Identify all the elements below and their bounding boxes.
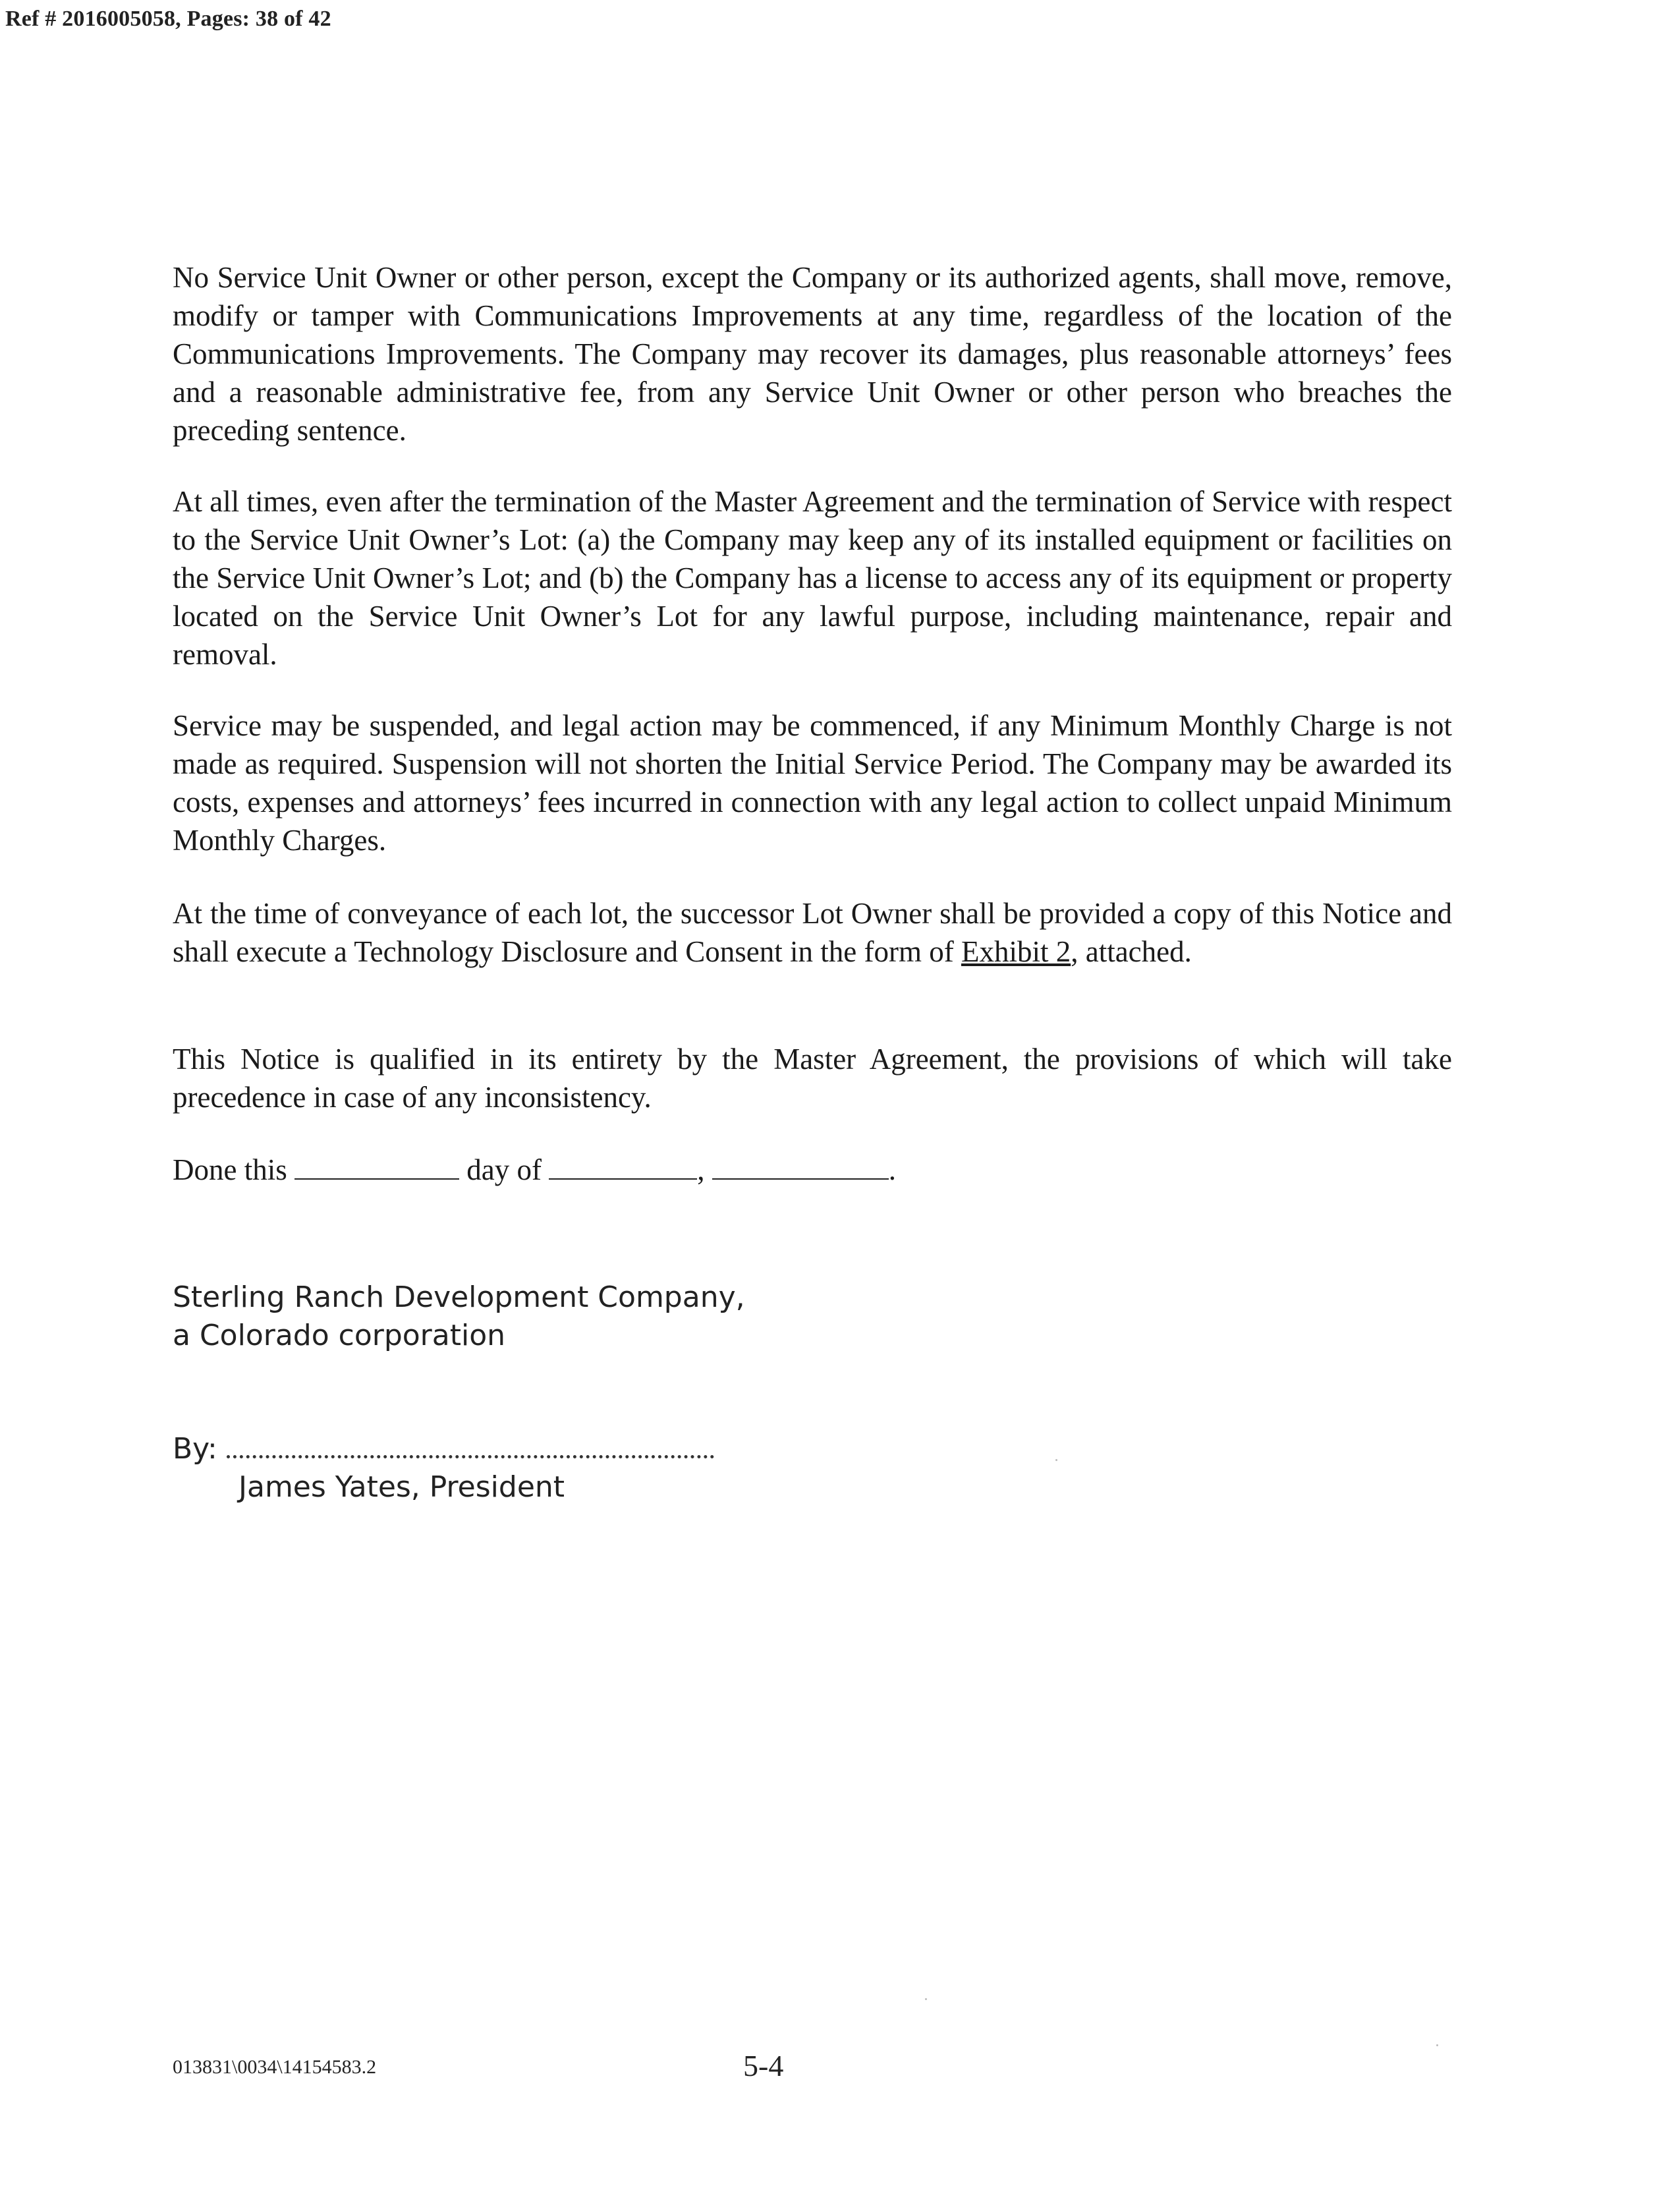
page-number: 5-4 (743, 2049, 784, 2082)
done-this-label: Done this (173, 1153, 287, 1186)
signer-name: James Yates, President (238, 1470, 565, 1504)
date-comma: , (697, 1153, 705, 1186)
paragraph-suspension-clause: Service may be suspended, and legal action may be commenced, if any Minimum Monthly Charge is not made as required. Suspension will not shorten the Initial Service Period. The Company may be awarded its costs, expenses and attorneys’ fees incurred in connection with any legal action to collect unpaid Minimum Monthly Charges. (173, 709, 1452, 857)
date-period: . (888, 1153, 896, 1186)
scan-speck (925, 1998, 927, 2000)
signature-line (173, 1430, 714, 1468)
year-blank (712, 1152, 889, 1180)
company-block (173, 1278, 745, 1355)
company-type: a Colorado corporation (173, 1319, 506, 1352)
paragraph-qualification-clause: This Notice is qualified in its entirety by the Master Agreement, the provisions of which will take precedence in case of any inconsistency. (173, 1043, 1452, 1114)
exhibit-reference: Exhibit 2 (961, 935, 1071, 968)
recording-reference: Ref # 2016005058, Pages: 38 of 42 (5, 7, 331, 31)
document-id: 013831\0034\14154583.2 (173, 2056, 377, 2078)
conveyance-text-end: , attached. (1071, 935, 1192, 968)
day-of-label: day of (466, 1153, 542, 1186)
company-name: Sterling Ranch Development Company, (173, 1280, 745, 1314)
conveyance-text: At the time of conveyance of each lot, the successor Lot Owner shall be provided a copy of this Notice and shall execute a Technology Disclosure and Consent in the form of (173, 897, 1452, 968)
day-blank (294, 1152, 459, 1180)
by-label: By: (173, 1432, 217, 1466)
scan-speck (1436, 2044, 1438, 2046)
month-blank (549, 1152, 697, 1180)
paragraph-conveyance-clause (173, 894, 1452, 971)
signature-dotted-line (227, 1435, 714, 1458)
execution-date-line (173, 1151, 896, 1189)
scan-speck (1055, 1459, 1057, 1461)
paragraph-license-clause: At all times, even after the termination of the Master Agreement and the termination of Service with respect to the Service Unit Owner’s Lot: (a) the Company may keep any of its installed equipment or facilities on the Service Unit Owner’s Lot; and (b) the Company has a license to access any of its equipment or property located on the Service Unit Owner’s Lot for any lawful purpose, including maintenance, repair and removal. (173, 485, 1452, 671)
paragraph-tamper-clause: No Service Unit Owner or other person, except the Company or its authorized agents, shall move, remove, modify or tamper with Communications Improvements at any time, regardless of the location of the Communications Improvements. The Company may recover its damages, plus reasonable attorneys’ fees and a reasonable administrative fee, from any Service Unit Owner or other person who breaches the preceding sentence. (173, 261, 1452, 447)
